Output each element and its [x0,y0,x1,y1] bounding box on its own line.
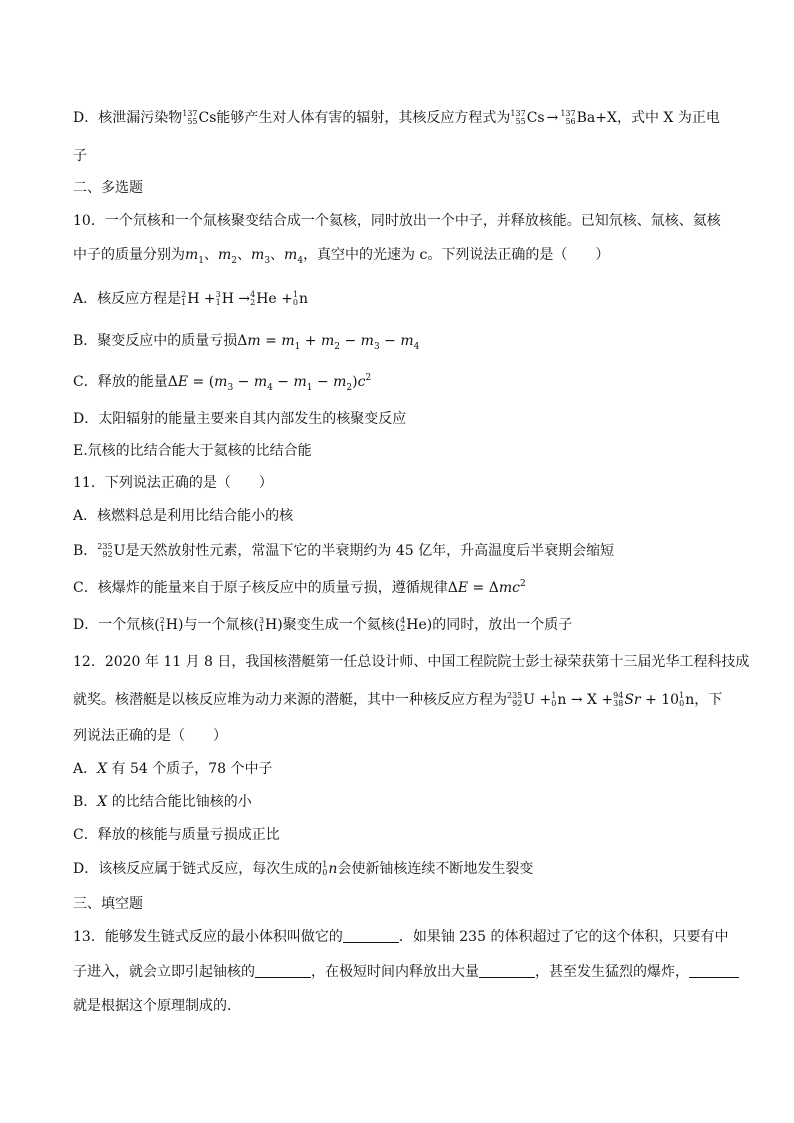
section-multi-choice: 二、多选题 [73,180,143,196]
q10-stem-1: 10．一个氘核和一个氚核聚变结合成一个氦核，同时放出一个中子，并释放核能。已知氘核、氚核、氦核 [73,213,721,229]
section-fill-blank: 三、填空题 [73,896,143,912]
q13-line-1: 13．能够发生链式反应的最小体积叫做它的 ．如果铀 235 的体积超过了它的这个体积，只要有中 [73,929,729,945]
q12-option-d: D．该核反应属于链式反应，每次生成的 1 0 n会使新铀核连续不断地发生裂变 [73,860,534,877]
q11-option-a: A．核燃料总是利用比结合能小的核 [73,508,294,524]
q12-stem-1: 12．2020 年 11 月 8 日，我国核潜艇第一任总设计师、中国工程院院士彭士禄荣获第十三届光华工程科技成 [73,654,750,670]
answer-blank-2[interactable] [255,963,311,978]
q10-option-e: E.氘核的比结合能大于氦核的比结合能 [73,443,312,459]
q12-option-b: B．X 的比结合能比铀核的小 [73,794,252,810]
q12-option-a: A．X 有 54 个质子，78 个中子 [73,761,273,777]
answer-blank-1[interactable] [343,928,399,943]
q11-option-d: D．一个氘核( 2 1 H)与一个氚核( 3 1 H)聚变生成一个氦核( 4 2 He)的同时，放出一个质子 [73,616,573,633]
q11-option-b: B． 235 92 U是天然放射性元素，常温下它的半衰期约为 45 亿年，升高温度后半衰期会缩短 [73,542,615,559]
q10-option-c: C．释放的能量$\Delta E = (m_3 - m_4 - m_1 - m_2)c^2$ [73,373,372,393]
answer-blank-3[interactable] [479,963,535,978]
q9-option-d-cont: 子 [73,148,87,164]
q11-option-c: C．核爆炸的能量来自于原子核反应中的质量亏损，遵循规律ΔE = Δmc$^2$ [73,579,526,596]
q9-option-d: D．核泄漏污染物 137 55 Cs能够产生对人体有害的辐射，其核反应方程式为 137 55 Cs → 137 56 Ba+X，式中 X 为正电 [73,109,720,126]
q11-stem: 11．下列说法正确的是（ ） [73,475,273,491]
q10-stem-2: 中子的质量分别为$m_1$、$m_2$、$m_3$、$m_4$，真空中的光速为 c。下列说法正确的是（ ） [73,247,610,266]
q10-option-d: D．太阳辐射的能量主要来自其内部发生的核聚变反应 [73,411,407,427]
q13-line-3: 就是根据这个原理制成的． [73,998,241,1014]
q13-line-2: 子进入，就会立即引起铀核的 ，在极短时间内释放出大量 ，甚至发生猛烈的爆炸， [73,962,739,982]
q10-option-b: B．聚变反应中的质量亏损$\Delta m = m_1 + m_2 - m_3 - m_4$ [73,333,420,352]
q12-stem-3: 列说法正确的是（ ） [73,728,227,744]
q10-option-a: A．核反应方程是 2 1 H + 3 1 H → 4 2 He + 1 0 n [73,290,308,307]
q12-option-c: C．释放的核能与质量亏损成正比 [73,827,280,843]
answer-blank-4[interactable] [689,963,739,978]
q12-stem-2: 就奖。核潜艇是以核反应堆为动力来源的潜艇，其中一种核反应方程为 235 92 U + 1 0 n → X + 94 38 Sr + 10 1 0 n，下 [73,691,723,708]
